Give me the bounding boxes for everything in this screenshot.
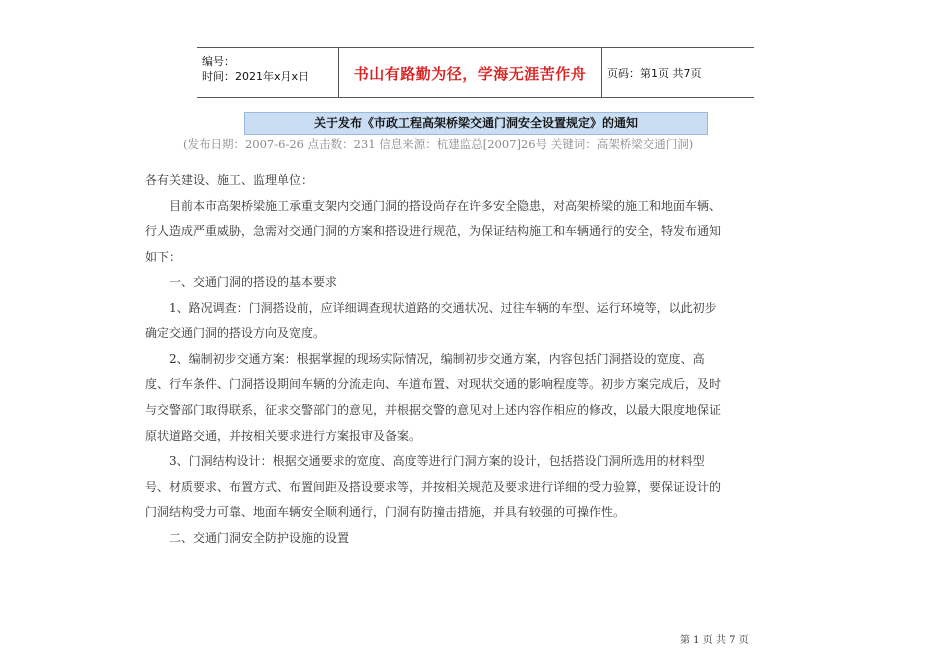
paragraph-line: 确定交通门洞的搭设方向及宽度。 <box>145 326 326 340</box>
section-heading: 一、交通门洞的搭设的基本要求 <box>169 275 338 289</box>
document-header <box>197 47 754 98</box>
page-label: 页码：第1页 共7页 <box>607 67 702 80</box>
paragraph-line: 门洞结构受力可靠、地面车辆安全顺利通行，门洞有防撞击措施，并具有较强的可操作性。 <box>145 505 626 519</box>
paragraph-line: 原状道路交通，并按相关要求进行方案报审及备案。 <box>145 429 422 443</box>
motto-text: 书山有路勤为径，学海无涯苦作舟 <box>353 65 587 83</box>
paragraph-line: 行人造成严重威胁，急需对交通门洞的方案和搭设进行规范，为保证结构施工和车辆通行的安全，特发布通知 <box>145 224 722 238</box>
paragraph-line: 度、行车条件、门洞搭设期间车辆的分流走向、车道布置、对现状交通的影响程度等。初步方案完成后，及时 <box>145 377 722 391</box>
time-label: 时间：2021年x月x日 <box>202 70 310 83</box>
notice-title: 关于发布《市政工程高架桥梁交通门洞安全设置规定》的通知 <box>244 112 708 135</box>
paragraph-line: 号、材质要求、布置方式、布置间距及搭设要求等，并按相关规范及要求进行详细的受力验算，要保证设计的 <box>145 480 722 494</box>
header-motto-cell <box>338 48 602 97</box>
section-heading: 二、交通门洞安全防护设施的设置 <box>169 531 350 545</box>
salutation: 各有关建设、施工、监理单位： <box>145 173 314 187</box>
paragraph-line: 目前本市高架桥梁施工承重支架内交通门洞的搭设尚存在许多安全隐患，对高架桥梁的施工和地面车辆、 <box>169 199 722 213</box>
paragraph-line: 3、门洞结构设计：根据交通要求的宽度、高度等进行门洞方案的设计，包括搭设门洞所选用的材料型 <box>169 454 705 468</box>
notice-meta: (发布日期：2007-6-26 点击数：231 信息来源：杭建监总[2007]26号 关键词：高架桥梁交通门洞) <box>183 137 694 151</box>
header-page-cell <box>601 48 754 97</box>
paragraph-line: 1、路况调查：门洞搭设前，应详细调查现状道路的交通状况、过往车辆的车型、运行环境等，以此初步 <box>169 301 717 315</box>
page-footer: 第 1 页 共 7 页 <box>680 635 749 646</box>
number-label: 编号： <box>202 55 235 68</box>
paragraph-line: 与交警部门取得联系，征求交警部门的意见，并根据交警的意见对上述内容作相应的修改，以最大限度地保证 <box>145 403 722 417</box>
paragraph-line: 2、编制初步交通方案：根据掌握的现场实际情况，编制初步交通方案，内容包括门洞搭设的宽度、高 <box>169 352 705 366</box>
paragraph-line: 如下： <box>145 250 182 264</box>
header-info-cell <box>197 48 338 97</box>
